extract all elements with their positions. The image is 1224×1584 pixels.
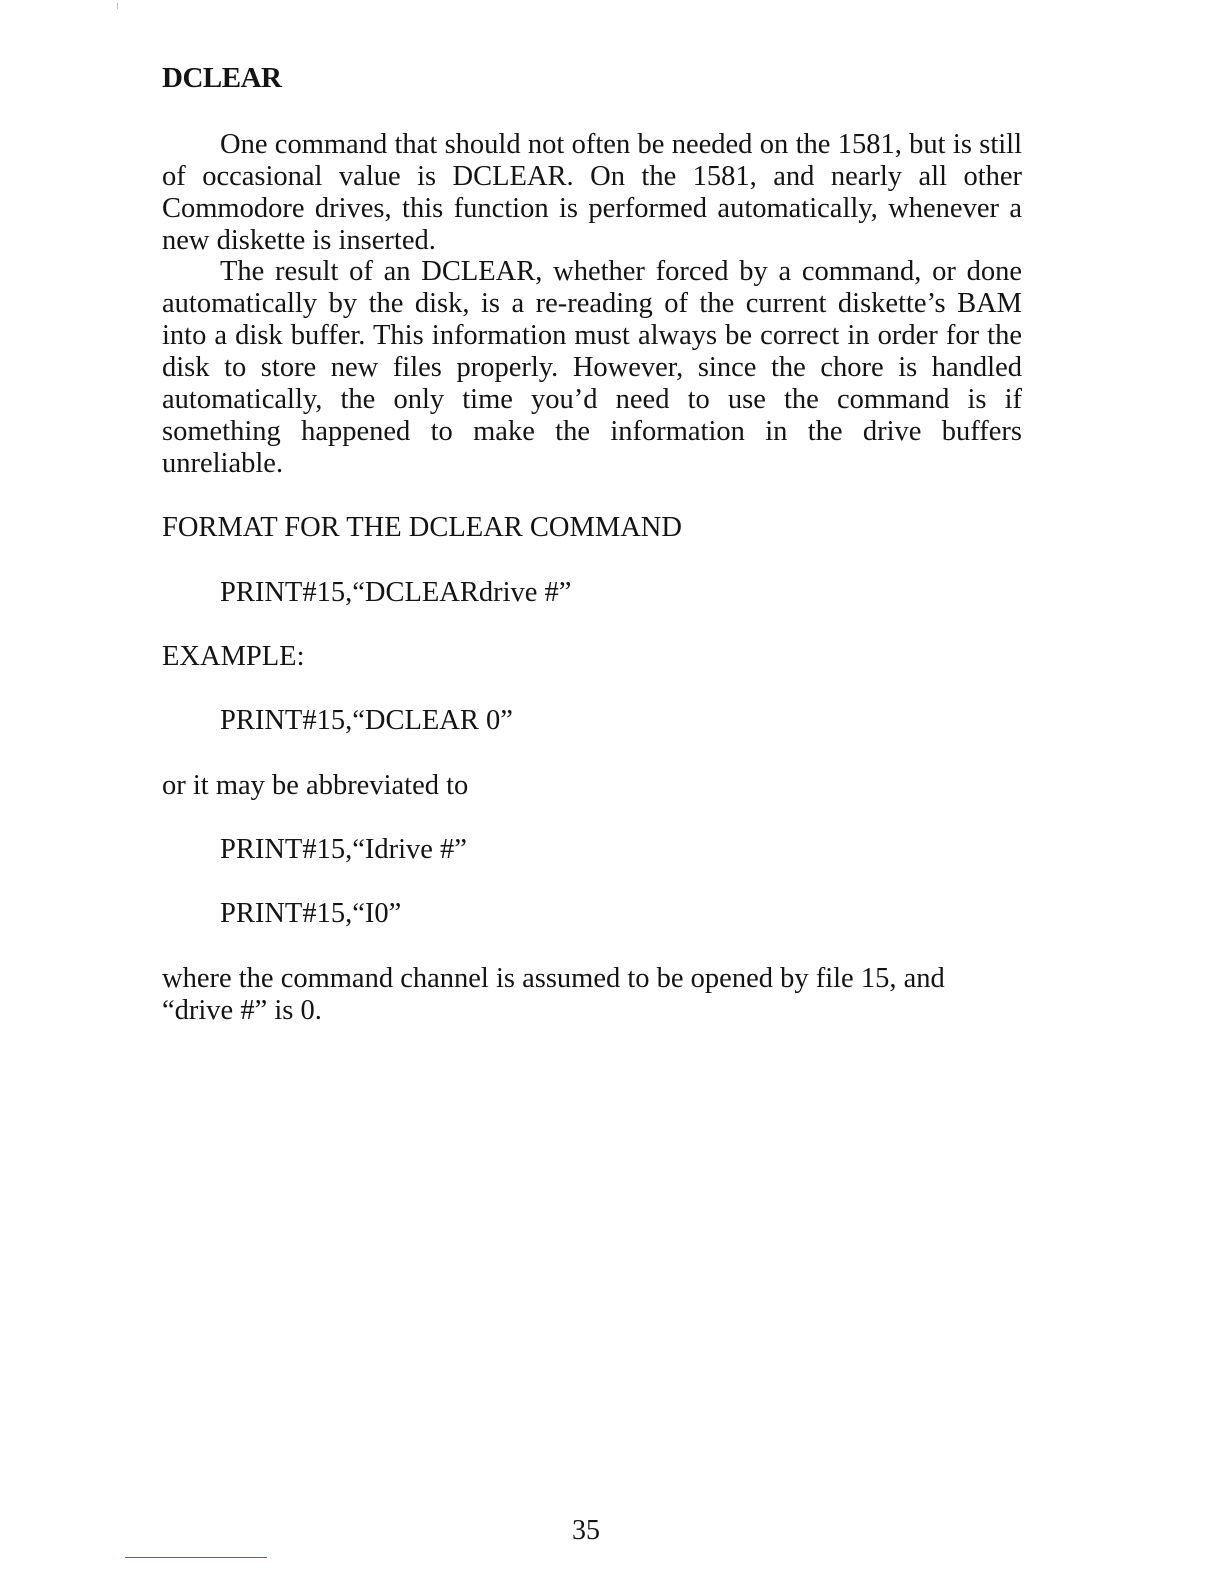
format-syntax: PRINT#15,“DCLEARdrive #” <box>220 577 572 608</box>
page-number: 35 <box>572 1515 600 1546</box>
abbreviation-note: or it may be abbreviated to <box>162 770 469 801</box>
closing-line-1: where the command channel is assumed to be opened by file 15, and <box>162 963 945 994</box>
abbreviated-example: PRINT#15,“I0” <box>220 898 402 929</box>
explanation-paragraph: The result of an DCLEAR, whether forced by a command, or done automatically by the disk, is a re-reading of the current diskette’s BAM into a disk buffer. This information must always be correct in order for the disk to store new files properly. However, since the chore is handled automatically, the only time you’d need to use the command is if something happened to make the information in the drive buffers unreliable. <box>162 256 1022 479</box>
bottom-rule <box>125 1557 267 1558</box>
section-heading: DCLEAR <box>162 62 282 94</box>
example-code: PRINT#15,“DCLEAR 0” <box>220 705 513 736</box>
abbreviated-syntax: PRINT#15,“Idrive #” <box>220 834 467 865</box>
example-label: EXAMPLE: <box>162 641 305 672</box>
scan-mark <box>117 3 118 9</box>
format-title: FORMAT FOR THE DCLEAR COMMAND <box>162 512 682 543</box>
closing-line-2: “drive #” is 0. <box>162 995 322 1026</box>
closing-note <box>162 963 945 1027</box>
intro-paragraph: One command that should not often be needed on the 1581, but is still of occasional value is DCLEAR. On the 1581, and nearly all other Commodore drives, this function is performed automatically, whenever a new diskette is inserted. <box>162 129 1022 256</box>
